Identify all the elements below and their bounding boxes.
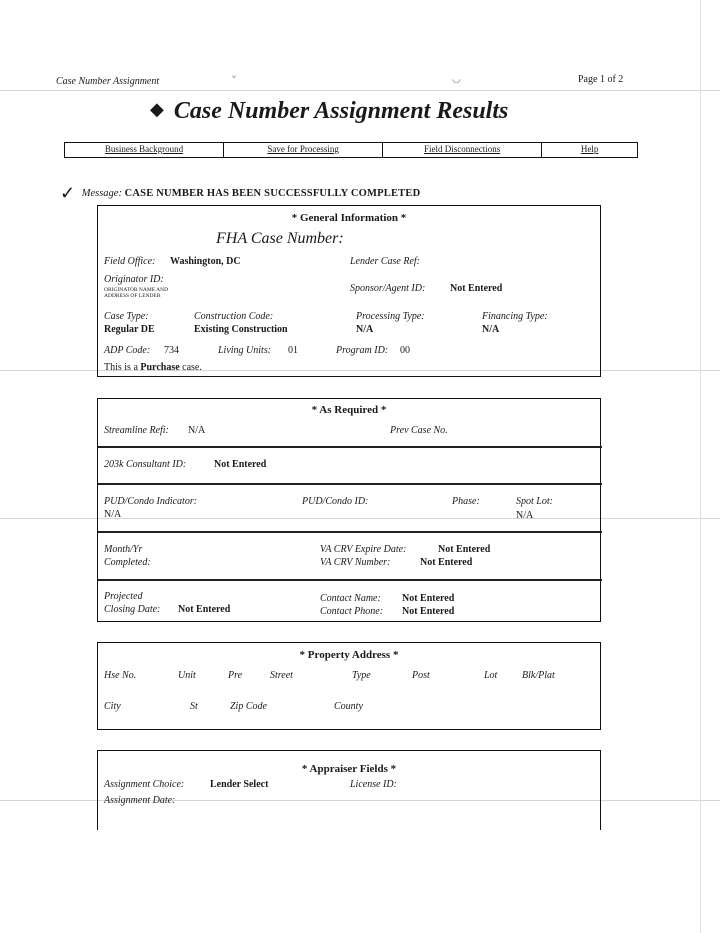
lender-case-ref-label: Lender Case Ref: (350, 256, 420, 267)
spot-lot-value: N/A (516, 510, 534, 521)
projected-label: Projected (104, 591, 143, 602)
case-type-label: Case Type: (104, 311, 149, 322)
assignment-choice-value: Lender Select (210, 779, 269, 790)
section-title: * Appraiser Fields * (301, 763, 397, 775)
license-id-label: License ID: (350, 779, 397, 790)
spot-lot-label: Spot Lot: (516, 496, 553, 507)
program-id-label: Program ID: (336, 345, 389, 356)
va-crv-number-value: Not Entered (420, 557, 473, 568)
va-crv-expire-value: Not Entered (438, 544, 491, 555)
field-office-value: Washington, DC (170, 256, 241, 267)
street-label: Street (270, 670, 293, 681)
purchase-note-post: case. (182, 362, 202, 373)
scan-line (0, 90, 720, 91)
phase-label: Phase: (452, 496, 480, 507)
nav-save-for-processing[interactable]: Save for Processing (224, 143, 383, 157)
divider (98, 531, 602, 533)
divider (98, 483, 602, 485)
field-office-label: Field Office: (104, 256, 156, 267)
streamline-refi-label: Streamline Refi: (104, 425, 169, 436)
page-header-title: Case Number Assignment (56, 76, 160, 87)
scan-mark: ◡ (452, 74, 461, 85)
scan-mark: ᐡ (232, 74, 236, 85)
prev-case-label: Prev Case No. (390, 425, 448, 436)
as-required-section (97, 398, 601, 622)
pud-condo-indicator-label: PUD/Condo Indicator: (104, 496, 198, 507)
city-label: City (104, 701, 121, 712)
page-title-text: Case Number Assignment Results (173, 98, 509, 124)
va-crv-expire-label: VA CRV Expire Date: (320, 544, 407, 555)
contact-phone-label: Contact Phone: (320, 606, 384, 617)
pud-condo-indicator-value: N/A (104, 509, 122, 520)
program-id-value: 00 (400, 345, 410, 356)
county-label: County (334, 701, 363, 712)
blk-plat-label: Blk/Plat (522, 670, 555, 681)
contact-name-label: Contact Name: (320, 593, 381, 604)
nav-business-background[interactable]: Business Background (65, 143, 224, 157)
page-number: Page 1 of 2 (578, 74, 624, 85)
financing-type-label: Financing Type: (482, 311, 548, 322)
pud-condo-id-label: PUD/Condo ID: (302, 496, 369, 507)
living-units-value: 01 (288, 345, 298, 356)
house-number-label: Hse No. (104, 670, 137, 681)
originator-note: ORIGINATOR NAME AND ADDRESS OF LENDER (104, 287, 169, 299)
zip-code-label: Zip Code (230, 701, 267, 712)
status-message (60, 180, 420, 201)
case-type-value: Regular DE (104, 324, 155, 335)
sponsor-label: Sponsor/Agent ID: (350, 283, 426, 294)
appraiser-fields-section (97, 750, 601, 830)
type-label: Type (352, 670, 371, 681)
post-label: Post (412, 670, 430, 681)
contact-phone-value: Not Entered (402, 606, 455, 617)
consultant-id-value: Not Entered (214, 459, 267, 470)
state-label: St (190, 701, 198, 712)
message-label: Message: (81, 188, 122, 199)
unit-label: Unit (178, 670, 196, 681)
sponsor-value: Not Entered (450, 283, 503, 294)
closing-date-value: Not Entered (178, 604, 231, 615)
originator-label: Originator ID: (104, 274, 164, 285)
lot-label: Lot (484, 670, 498, 681)
pre-label: Pre (228, 670, 243, 681)
completed-label: Completed: (104, 557, 151, 568)
fha-case-number-label: FHA Case Number: (216, 230, 344, 247)
diamond-icon: ◆ (150, 99, 164, 119)
adp-code-label: ADP Code: (104, 345, 151, 356)
purchase-note-pre: This is a (104, 362, 138, 373)
purchase-note-type: Purchase (140, 362, 180, 373)
message-text: CASE NUMBER HAS BEEN SUCCESSFULLY COMPLETED (124, 188, 421, 199)
page-edge (700, 0, 701, 933)
general-information-section (97, 205, 601, 377)
contact-name-value: Not Entered (402, 593, 455, 604)
assignment-date-label: Assignment Date: (104, 795, 176, 806)
nav-bar (64, 142, 638, 158)
checkmark-icon: ✓ (60, 183, 76, 203)
section-title: * As Required * (311, 404, 387, 416)
streamline-refi-value: N/A (188, 425, 206, 436)
processing-type-label: Processing Type: (356, 311, 425, 322)
construction-code-value: Existing Construction (194, 324, 288, 335)
nav-help[interactable]: Help (580, 144, 599, 154)
section-title: * Property Address * (299, 649, 399, 661)
closing-date-label: Closing Date: (104, 604, 161, 615)
section-title: * General Information * (291, 212, 407, 224)
living-units-label: Living Units: (218, 345, 272, 356)
page-title (150, 98, 508, 125)
consultant-id-label: 203k Consultant ID: (104, 459, 187, 470)
nav-field-disconnections[interactable]: Field Disconnections (383, 143, 542, 157)
divider (98, 579, 602, 581)
financing-type-value: N/A (482, 324, 500, 335)
construction-code-label: Construction Code: (194, 311, 274, 322)
divider (98, 446, 602, 448)
property-address-section (97, 642, 601, 730)
adp-code-value: 734 (164, 345, 179, 356)
month-yr-label: Month/Yr (104, 544, 143, 555)
processing-type-value: N/A (356, 324, 374, 335)
purchase-note (104, 362, 202, 373)
va-crv-number-label: VA CRV Number: (320, 557, 391, 568)
assignment-choice-label: Assignment Choice: (104, 779, 185, 790)
